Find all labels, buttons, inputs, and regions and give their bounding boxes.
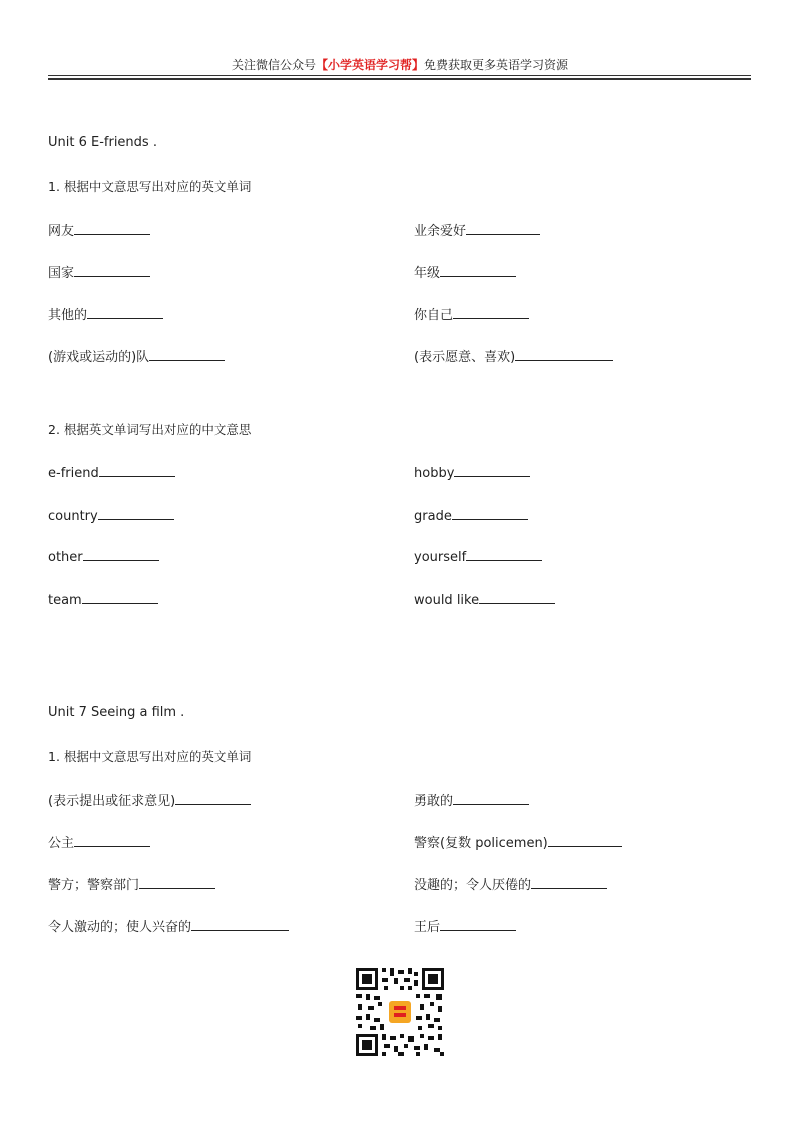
- item-label: 令人激动的；使人兴奋的: [48, 920, 192, 935]
- qr-code-graphic: [354, 966, 446, 1058]
- unit7-s1-right-3: [414, 916, 516, 935]
- item-label: 网友: [48, 224, 75, 239]
- unit6-s2-left-3: [48, 589, 158, 608]
- answer-blank[interactable]: [454, 462, 530, 477]
- item-label: 警察(复数 policemen): [414, 836, 548, 851]
- answer-blank[interactable]: [515, 346, 613, 361]
- item-label: 勇敢的: [414, 794, 454, 809]
- answer-blank[interactable]: [453, 790, 529, 805]
- answer-blank[interactable]: [74, 832, 150, 847]
- item-label: 年级: [414, 266, 441, 281]
- item-label: (游戏或运动的)队: [48, 350, 150, 365]
- unit6-section2-instruction: 2. 根据英文单词写出对应的中文意思: [48, 422, 252, 437]
- header-rule-thin: [48, 75, 751, 76]
- unit7-s1-left-0: [48, 790, 251, 809]
- header-rule-thick: [48, 78, 751, 80]
- unit6-s2-right-1: [414, 505, 528, 524]
- unit6-s1-left-0: [48, 220, 150, 239]
- item-label: 没趣的；令人厌倦的: [414, 878, 532, 893]
- answer-blank[interactable]: [83, 546, 159, 561]
- item-label: (表示愿意、喜欢): [414, 350, 516, 365]
- item-label: e-friend: [48, 466, 99, 481]
- answer-blank[interactable]: [453, 304, 529, 319]
- unit6-s2-left-0: [48, 462, 175, 481]
- item-label: grade: [414, 509, 452, 524]
- unit7-s1-left-2: [48, 874, 215, 893]
- answer-blank[interactable]: [479, 589, 555, 604]
- unit6-s1-right-2: [414, 304, 529, 323]
- answer-blank[interactable]: [191, 916, 289, 931]
- item-label: 警方；警察部门: [48, 878, 140, 893]
- answer-blank[interactable]: [452, 505, 528, 520]
- answer-blank[interactable]: [149, 346, 225, 361]
- answer-blank[interactable]: [74, 262, 150, 277]
- item-label: 国家: [48, 266, 75, 281]
- item-label: hobby: [414, 466, 455, 481]
- unit6-s2-left-1: [48, 505, 174, 524]
- unit7-title: Unit 7 Seeing a film .: [48, 705, 185, 720]
- answer-blank[interactable]: [440, 262, 516, 277]
- unit7-section1-instruction: 1. 根据中文意思写出对应的英文单词: [48, 749, 252, 764]
- qr-code: [354, 966, 446, 1058]
- answer-blank[interactable]: [99, 462, 175, 477]
- item-label: 其他的: [48, 308, 88, 323]
- item-label: other: [48, 550, 83, 565]
- item-label: (表示提出或征求意见): [48, 794, 176, 809]
- unit6-s2-right-2: [414, 546, 542, 565]
- item-label: 你自己: [414, 308, 454, 323]
- item-label: 业余爱好: [414, 224, 467, 239]
- unit6-s2-left-2: [48, 546, 159, 565]
- answer-blank[interactable]: [82, 589, 158, 604]
- unit7-s1-left-3: [48, 916, 289, 935]
- header-prefix: 关注微信公众号: [231, 58, 316, 72]
- unit6-s2-right-3: [414, 589, 555, 608]
- header-suffix: 免费获取更多英语学习资源: [424, 58, 569, 72]
- unit6-s1-left-3: [48, 346, 225, 365]
- item-label: would like: [414, 593, 480, 608]
- item-label: yourself: [414, 550, 467, 565]
- answer-blank[interactable]: [466, 546, 542, 561]
- page-header: [0, 56, 800, 73]
- unit6-section1-instruction: 1. 根据中文意思写出对应的英文单词: [48, 179, 252, 194]
- answer-blank[interactable]: [440, 916, 516, 931]
- answer-blank[interactable]: [87, 304, 163, 319]
- unit6-title: Unit 6 E-friends .: [48, 135, 157, 150]
- item-label: country: [48, 509, 98, 524]
- answer-blank[interactable]: [175, 790, 251, 805]
- answer-blank[interactable]: [98, 505, 174, 520]
- unit6-s1-right-0: [414, 220, 540, 239]
- unit6-s2-right-0: [414, 462, 530, 481]
- item-label: 公主: [48, 836, 75, 851]
- unit6-s1-left-1: [48, 262, 150, 281]
- item-label: team: [48, 593, 82, 608]
- answer-blank[interactable]: [531, 874, 607, 889]
- unit6-s1-right-1: [414, 262, 516, 281]
- answer-blank[interactable]: [74, 220, 150, 235]
- answer-blank[interactable]: [139, 874, 215, 889]
- unit6-s1-left-2: [48, 304, 163, 323]
- unit7-s1-left-1: [48, 832, 150, 851]
- item-label: 王后: [414, 920, 441, 935]
- answer-blank[interactable]: [548, 832, 622, 847]
- unit7-s1-right-2: [414, 874, 607, 893]
- unit7-s1-right-1: [414, 832, 622, 851]
- unit6-s1-right-3: [414, 346, 613, 365]
- header-brand: 【小学英语学习帮】: [315, 58, 424, 72]
- answer-blank[interactable]: [466, 220, 540, 235]
- unit7-s1-right-0: [414, 790, 529, 809]
